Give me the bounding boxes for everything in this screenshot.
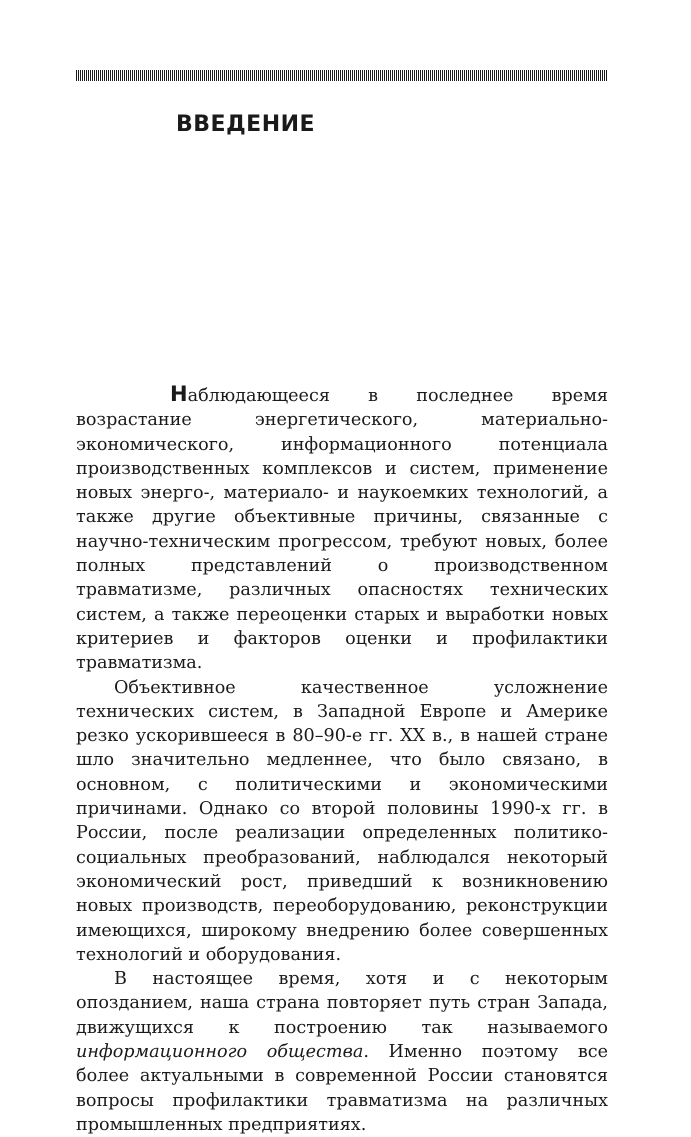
top-decorative-rule [76, 70, 608, 81]
body-text [76, 382, 608, 1137]
paragraph-3-emphasis: информационного общества [76, 1042, 364, 1063]
paragraph-3 [76, 967, 608, 1137]
paragraph-3-text-before: В настоящее время, хотя и с некоторым опозданием, наша страна повторяет путь стран Запада, движущихся к построению так называемого [76, 969, 608, 1038]
paragraph-1-text: аблюдающееся в последнее время возрастание энергетического, материально-экономического, информационного потенциала производственных комплексов и систем, применение новых энерго-, материало- и наукоемких технологий, а также другие объективные причины, связанные с научно-техническим прогрессом, требуют новых, более полных представлений о производственном травматизме, различных опасностях технических систем, а также переоценки старых и выработки новых критериев и факторов оценки и профилактики травматизма. [76, 386, 608, 674]
chapter-title: ВВЕДЕНИЕ [176, 112, 316, 137]
paragraph-3-text-after: . Именно поэтому все более актуальными в современной России становятся вопросы профилактики травматизма на различных промышленных предприятиях. [76, 1042, 608, 1135]
paragraph-1-initial: Н [170, 382, 188, 406]
paragraph-2: Объективное качественное усложнение технических систем, в Западной Европе и Америке резко ускорившееся в 80–90-е гг. XX в., в нашей стране шло значительно медленнее, что было связано, в основном, с политическими и экономическими причинами. Однако со второй половины 1990-х гг. в России, после реализации определенных политико-социальных преобразований, наблюдался некоторый экономический рост, приведший к возникновению новых производств, переоборудованию, реконструкции имеющихся, широкому внедрению более совершенных технологий и оборудования. [76, 677, 608, 965]
paragraph-1 [76, 382, 608, 676]
